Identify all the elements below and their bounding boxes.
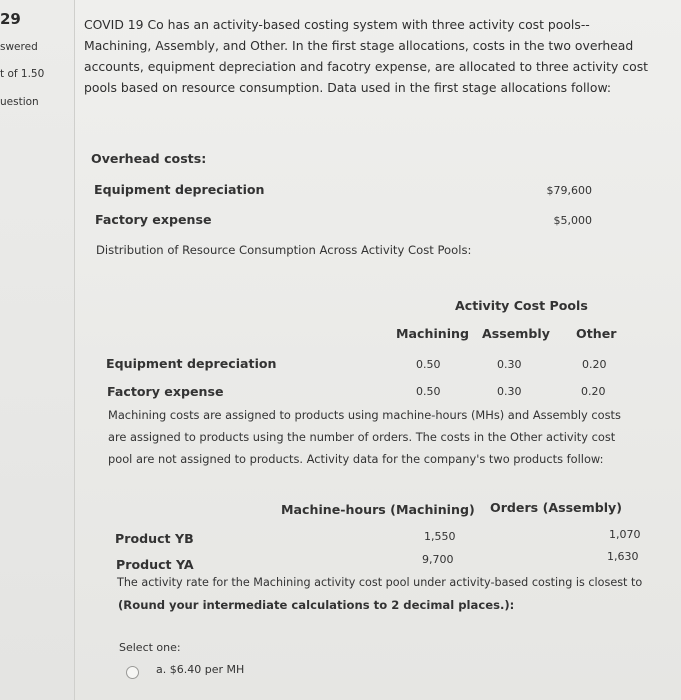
- product-row-label: Product YB: [115, 531, 194, 546]
- activity-row-label: Equipment depreciation: [106, 356, 277, 371]
- product-cell: 9,700: [422, 553, 454, 566]
- question-intro-text: COVID 19 Co has an activity-based costing system with three activity cost pools--Machining, Assembly, and Other. In the first stage allocations, costs in the two overhead accounts, equipment depreciation and facotry expense, are allocated to three activity cost pools based on resource consumption. Data used in the first stage allocations follow:: [84, 17, 649, 95]
- question-text: The activity rate for the Machining activity cost pool under activity-based costing is closest to: [117, 576, 643, 589]
- factory-expense-label: Factory expense: [95, 212, 212, 227]
- activity-cell: 0.20: [581, 385, 606, 398]
- column-machine-hours: Machine-hours (Machining): [281, 502, 475, 517]
- column-machining: Machining: [396, 326, 470, 341]
- question-sidebar: [0, 0, 75, 700]
- column-assembly: Assembly: [482, 326, 550, 341]
- question-number: 29: [0, 10, 21, 28]
- product-cell: 1,070: [609, 528, 641, 541]
- select-one-label: Select one:: [119, 641, 181, 654]
- activity-cell: 0.30: [497, 358, 522, 371]
- factory-expense-value: $5,000: [553, 214, 592, 227]
- activity-cell: 0.20: [582, 358, 607, 371]
- cost-assignment-paragraph: Machining costs are assigned to products using machine-hours (MHs) and Assembly costs are assigned to products using the number of orders. The costs in the Other activity cost pool are not assigned to products. Activity data for the company's two products follow:: [108, 408, 621, 466]
- distribution-title: Distribution of Resource Consumption Across Activity Cost Pools:: [96, 243, 472, 257]
- flag-question-link[interactable]: uestion: [0, 96, 39, 108]
- rounding-instruction: (Round your intermediate calculations to 2 decimal places.):: [118, 598, 515, 612]
- column-orders: Orders (Assembly): [490, 500, 623, 515]
- activity-cost-pools-title: Activity Cost Pools: [455, 298, 588, 313]
- question-status: swered: [0, 41, 38, 53]
- question-panel: [75, 0, 681, 700]
- overhead-costs-heading: Overhead costs:: [91, 151, 207, 166]
- activity-cell: 0.50: [416, 358, 441, 371]
- answer-option-label[interactable]: a. $6.40 per MH: [156, 663, 245, 676]
- product-cell: 1,550: [424, 530, 456, 543]
- activity-cell: 0.30: [497, 385, 522, 398]
- answer-option-radio[interactable]: [126, 666, 139, 679]
- product-cell: 1,630: [607, 550, 639, 563]
- equipment-depreciation-label: Equipment depreciation: [94, 182, 265, 197]
- equipment-depreciation-value: $79,600: [546, 184, 592, 197]
- question-points: t of 1.50: [0, 68, 45, 80]
- column-other: Other: [576, 326, 617, 341]
- activity-cell: 0.50: [416, 385, 441, 398]
- activity-row-label: Factory expense: [107, 384, 224, 399]
- product-row-label: Product YA: [116, 557, 194, 572]
